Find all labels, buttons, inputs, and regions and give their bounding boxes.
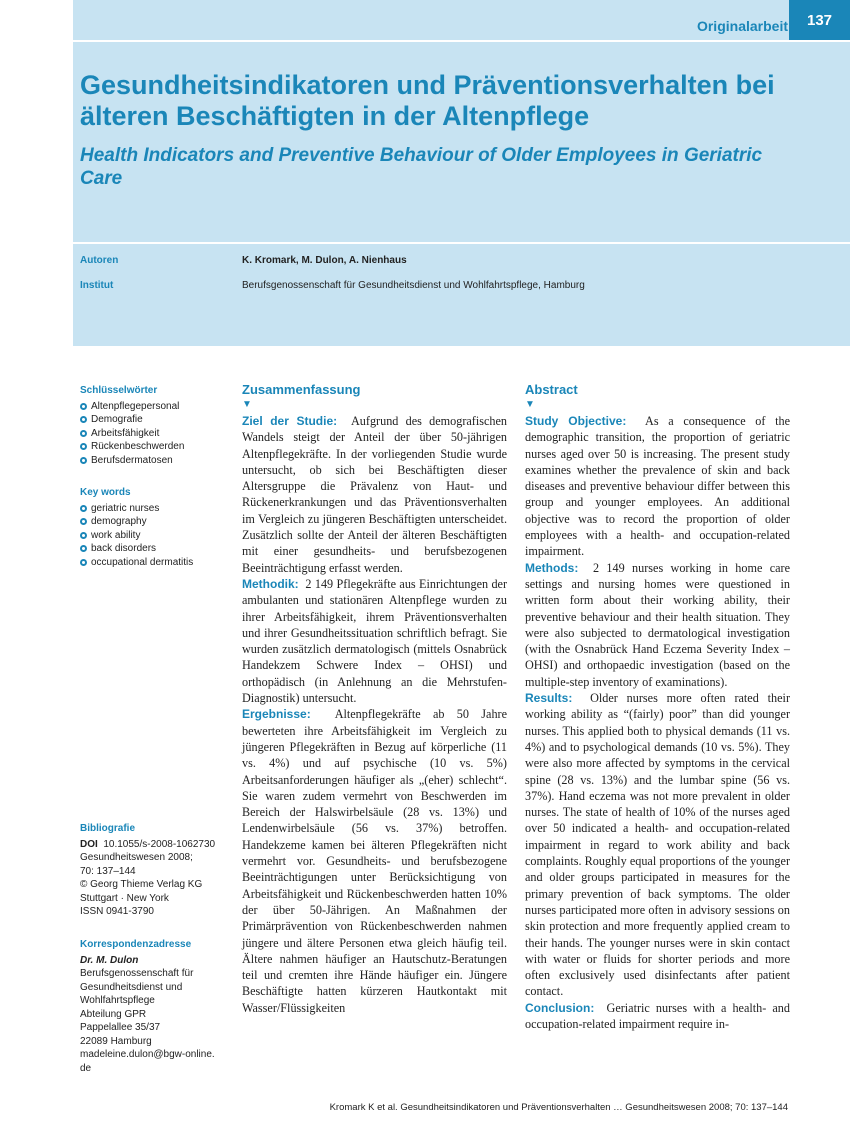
abstract-section: Methodik: 2 149 Pflegekräfte aus Einrichtungen der ambulanten und stationären Altenpflege wurden zu ihrer Arbeitsfähigkeit, ihrem Präventionsverhalten und ihrer Gesundheitssituation schriftlich befragt. Sie wurden zusätzlich dermatologisch (mittels Osnabrück Handekzem Schwere Index – OHSI) und orthopädisch (in Anlehnung an die Mehrstufen-Diagnostik) untersucht. (242, 576, 508, 706)
correspondence-label: Korrespondenzadresse (80, 939, 192, 950)
keyword-item: Berufsdermatosen (80, 454, 230, 468)
abstract-german (242, 382, 507, 1016)
keyword-item: back disorders (80, 542, 230, 556)
circle-bullet-icon (80, 518, 87, 525)
abstract-section: Study Objective: As a consequence of the demographic transition, the proportion of geriatric nurses aged over 50 is increasing. The present study examines whether the prevalence of skin and back diseases and preventive behaviour differ between this group and younger employees. An additional objective was to record the proportion of older employees with a health- and occupation-related impairment. (525, 414, 791, 559)
footer-citation: Kromark K et al. Gesundheitsindikatoren und Präventionsverhalten … Gesundheitswesen 2008; 70: 137–144 (329, 1102, 788, 1113)
circle-bullet-icon (80, 457, 87, 464)
correspondence-name: Dr. M. Dulon (80, 954, 139, 966)
keyword-item: demography (80, 515, 230, 529)
triangle-down-icon: ▼ (242, 399, 252, 410)
abstract-section: Conclusion: Geriatric nurses with a health- and occupation-related impairment require in- (525, 1000, 790, 1031)
title-german: Gesundheitsindikatoren und Präventionsverhalten bei älteren Beschäftigten in der Altenpflege (80, 70, 775, 131)
circle-bullet-icon (80, 532, 87, 539)
doi-label: DOI (80, 838, 98, 850)
circle-bullet-icon (80, 559, 87, 566)
circle-bullet-icon (80, 430, 87, 437)
abstract-section: Results: Older nurses more often rated their working ability as “(fairly) poor” than did younger nurses. This applied both to physical demands (11 vs. 4%) and to psychological demands (10 vs. 5%). They were also more affected by symptoms in the cervical spine (28 vs. 13%) and the lumbar spine (56 vs. 37%). Hand eczema was not more prevalent in older nurses. The state of health of 10% of the nurses aged over 50 indicated a health- and occupation-related impairment in regard to work ability and back complaints. Roughly equal proportions of the younger and older groups participated in measures for the primary prevention of back symptoms. The older nurses participated more often in advisory sessions on skin protection and more frequently applied cream to their hands. The younger nurses were in skin contact with water or fluids for shorter periods and more often exclusively used disinfectants after patient contact. (525, 691, 791, 999)
circle-bullet-icon (80, 505, 87, 512)
title-english: Health Indicators and Preventive Behaviour of Older Employees in Geriatric Care (80, 145, 763, 189)
authors: K. Kromark, M. Dulon, A. Nienhaus (242, 255, 407, 266)
section-label: Originalarbeit (696, 18, 788, 34)
circle-bullet-icon (80, 545, 87, 552)
page-number: 137 (789, 0, 850, 40)
keyword-item: geriatric nurses (80, 502, 230, 516)
keyword-item: Arbeitsfähigkeit (80, 427, 230, 441)
circle-bullet-icon (80, 443, 87, 450)
authors-label: Autoren (80, 255, 119, 266)
abstract-english (525, 382, 790, 1032)
keyword-item: work ability (80, 529, 230, 543)
keyword-item: Altenpflegepersonal (80, 400, 230, 414)
keyword-item: Rückenbeschwerden (80, 440, 230, 454)
circle-bullet-icon (80, 416, 87, 423)
bibliography-label: Bibliografie (80, 823, 136, 834)
circle-bullet-icon (80, 403, 87, 410)
abstract-de-heading: Zusammenfassung (242, 382, 361, 397)
abstract-en-heading: Abstract (525, 382, 578, 397)
keywords-en-label: Key words (80, 487, 131, 498)
institute-label: Institut (80, 280, 114, 291)
bibliography: Bibliografie DOI 10.1055/s-2008-1062730 Gesundheitswesen 2008; 70: 137–144 © Georg Thieme Verlag KG Stuttgart · New York ISSN 0941-3790 (80, 822, 230, 919)
keyword-item: Demografie (80, 413, 230, 427)
keyword-item: occupational dermatitis (80, 556, 230, 570)
abstract-section: Methods: 2 149 nurses working in home care settings and nursing homes were questioned in written form about their working ability, their preventive behaviour and their health situation. They were also subjected to dermatological investigation (with the Osnabrück Hand Eczema Severity Index – OHSI) and orthopaedic investigation (based on the multiple-step inventory of examinations). (525, 560, 790, 689)
keywords-de-label: Schlüsselwörter (80, 385, 158, 396)
abstract-section: Ergebnisse: Altenpflegekräfte ab 50 Jahre bewerteten ihre Arbeitsfähigkeit im Vergleich zu jüngeren Pflegekräften in Bezug auf körperliche (11 vs. 4%) und auf psychische (10 vs. 5%) Arbeitsanforderungen häufiger als „(eher) schlecht“. Sie waren zudem vermehrt von Beschwerden im Bereich der Halswirbelsäule (28 vs. 13%) und Lendenwirbelsäule (56 vs. 37%) betroffen. Handekzeme kamen bei älteren Pflegekräften nicht vermehrt vor. Gesundheits- und berufsbezogene Beeinträchtigungen unter Berücksichtigung von Arbeitsfähigkeit und Rückenbeschwerden hatten 10% der über 50-Jährigen. An Maßnahmen der Primärprävention von Rückenbeschwerden nahmen jüngere und ältere Personen etwa gleich häufig teil. Ältere nahmen häufiger an Hautschutz-Beratungen teil und cremten ihre Hände häufiger ein. Jüngere Beschäftigte hatten kürzeren Hautkontakt mit Wasser/Flüssigkeiten (242, 707, 508, 1015)
abstract-section: Ziel der Studie: Aufgrund des demografischen Wandels steigt der Anteil der über 50-jährigen Altenpflegekräfte. In der vorliegenden Studie wurde untersucht, ob sich bei Beschäftigten dieser Altersgruppe die Prävalenz von Haut- und Rückenerkrankungen und das Präventionsverhalten im Vergleich zu jüngeren Beschäftigten unterscheidet. Zusätzlich sollte der Anteil der älteren Beschäftigten mit einer gesundheits- und berufsbezogenen Beeinträchtigung erfasst werden. (242, 414, 508, 575)
meta-block (73, 244, 850, 346)
triangle-down-icon: ▼ (525, 399, 535, 410)
institute: Berufsgenossenschaft für Gesundheitsdienst und Wohlfahrtspflege, Hamburg (242, 280, 585, 291)
email-link[interactable]: madeleine.dulon@bgw-online. (80, 1049, 215, 1060)
keywords-en (80, 486, 230, 569)
keywords-de (80, 384, 230, 467)
doi: 10.1055/s-2008-1062730 (103, 838, 216, 850)
correspondence: Korrespondenzadresse Dr. M. Dulon Berufsgenossenschaft für Gesundheitsdienst und Wohlfahrtspflege Abteilung GPR Pappelallee 35/37 22089 Hamburg madeleine.dulon@bgw-online. de (80, 938, 230, 1075)
